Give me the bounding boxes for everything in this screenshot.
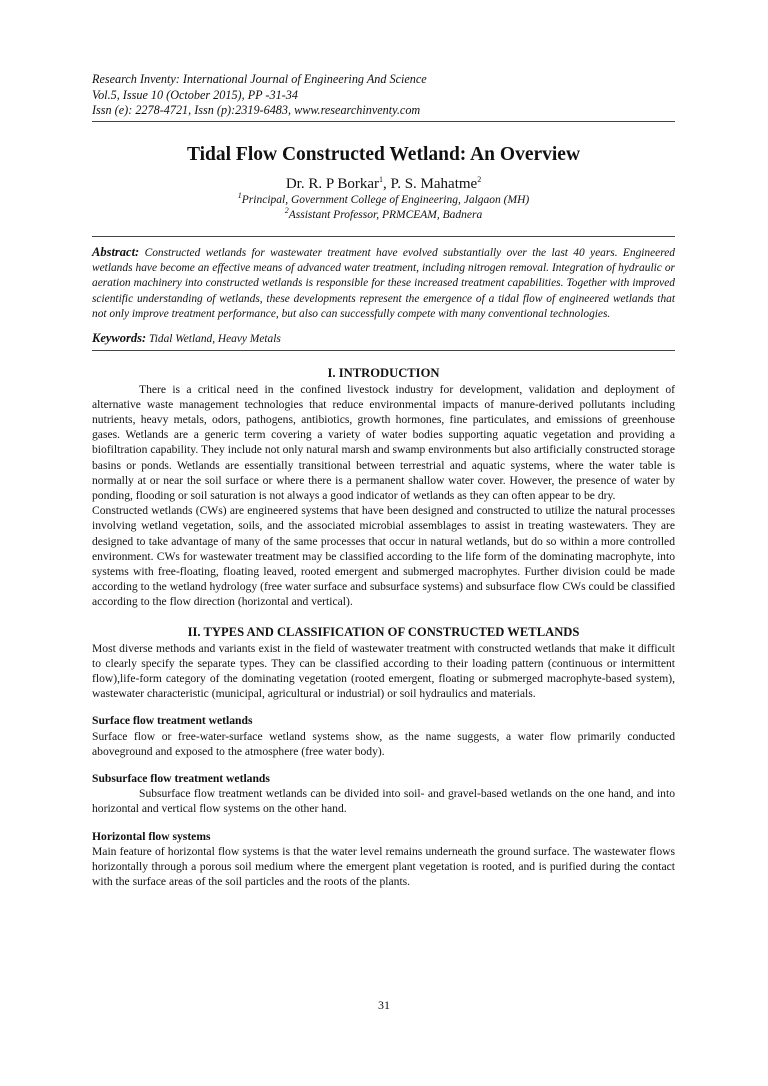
header-rule [92,121,675,122]
section-heading: I. INTRODUCTION [327,365,440,380]
author-line [92,175,675,193]
abstract-label: Abstract: [92,244,140,259]
author-name: Dr. R. P Borkar [285,175,380,192]
paper-page [92,72,675,889]
affiliation-sup: 1 [237,190,242,200]
author-sup: 1 [379,174,384,184]
subsection-heading: Horizontal flow systems [92,829,211,843]
paragraph: There is a critical need in the confined livestock industry for development, validation and deployment of alternative waste management technologies that reduce environmental impacts of manure-derived pollutants including nutrients, heavy metals, odors, pathogens, antibiotics, growth hormones, fine particulates, and emissions of greenhouse gases. Wetlands are a generic term covering a variety of water bodies supporting aquatic vegetation and providing a biofiltration capability. They include not only natural marsh and swamp environments but also artificially constructed storage basins or ponds. Wetlands are essentially transitional between terrestrial and aquatic systems, where the water table is normally at or near the soil surface or where there is a permanent shallow water cover. However, the presence of water by ponding, flooding or soil saturation is not always a good indicator of wetlands as they can often appear to be dry. [92,382,675,502]
paper-title: Tidal Flow Constructed Wetland: An Overview [186,143,581,165]
affiliation-sup: 2 [284,205,289,215]
affiliation [92,190,675,208]
author-sup: 2 [477,174,482,184]
abstract [92,245,675,323]
journal-header [92,72,675,119]
affiliation-text: Principal, Government College of Engineering, Jalgaon (MH) [241,193,530,206]
affiliation-text: Assistant Professor, PRMCEAM, Badnera [288,208,483,221]
section-heading: II. TYPES AND CLASSIFICATION OF CONSTRUCTED WETLANDS [187,624,580,639]
author-separator: , [383,175,391,192]
header-volume: Vol.5, Issue 10 (October 2015), PP -31-34 [92,87,298,102]
keywords-label: Keywords: [92,330,147,345]
keywords-rule [92,350,675,351]
keywords [92,331,675,347]
abstract-rule [92,236,675,237]
abstract-text: Constructed wetlands for wastewater treatment have evolved substantially over the last 40 years. Engineered wetlands have become an effective means of advanced water treatment, including nitrogen removal. Integration of hydraulic or aeration machinery into constructed wetlands is responsible for these increased treatment capabilities. Together with improved scientific understanding of wetlands, these developments represent the emergence of a tidal flow of engineered wetlands that not only improve treatment performance, but also can successfully compete with many conventional technologies. [92,246,675,321]
paragraph: Subsurface flow treatment wetlands can be divided into soil- and gravel-based wetlands on the one hand, and into horizontal and vertical flow systems on the other hand. [92,787,675,816]
page-number: 31 [378,998,390,1012]
subsection-heading: Subsurface flow treatment wetlands [92,772,270,785]
paragraph: Most diverse methods and variants exist in the field of wastewater treatment with constructed wetlands that make it difficult to clearly specify the separate types. They can be classified according to their loading pattern (continuous or intermittent flow),life-form category of the dominating vegetation (rooted emergent, floating or submerged macrophyte-based system), wastewater characteristic (municipal, agricultural or industrial) or soil hydraulics and materials. [92,641,675,701]
author-name: P. S. Mahatme [390,175,478,192]
keywords-text: Tidal Wetland, Heavy Metals [146,332,281,345]
paragraph: Main feature of horizontal flow systems is that the water level remains underneath the ground surface. The wastewater flows horizontally through a porous soil medium where the emergent plant vegetation is rooted, and is purified during the contact with the surface areas of the soil particles and the roots of the plants. [92,844,675,889]
subsection-heading: Surface flow treatment wetlands [92,714,253,728]
header-issn: Issn (e): 2278-4721, Issn (p):2319-6483, www.researchinventy.com [92,103,421,117]
paragraph: Constructed wetlands (CWs) are engineered systems that have been designed and constructed to utilize the natural processes involving wetland vegetation, soils, and the associated microbial assemblages to assist in treating wastewaters. They are designed to take advantage of many of the same processes that occur in natural wetlands, but do so within a more controlled environment. CWs for wastewater treatment may be classified according to the life form of the dominating macrophyte, into systems with free-floating, floating leaved, rooted emergent and submerged macrophytes. Further division could be made according to the wetland hydrology (free water surface and subsurface systems) and subsurface flow CWs could be classified according to the flow direction (horizontal and vertical). [92,504,675,609]
paragraph: Surface flow or free-water-surface wetland systems show, as the name suggests, a water flow primarily conducted aboveground and exposed to the atmosphere (free water body). [92,729,675,758]
affiliation [92,205,675,223]
header-journal-name: Research Inventy: International Journal of Engineering And Science [92,72,427,86]
